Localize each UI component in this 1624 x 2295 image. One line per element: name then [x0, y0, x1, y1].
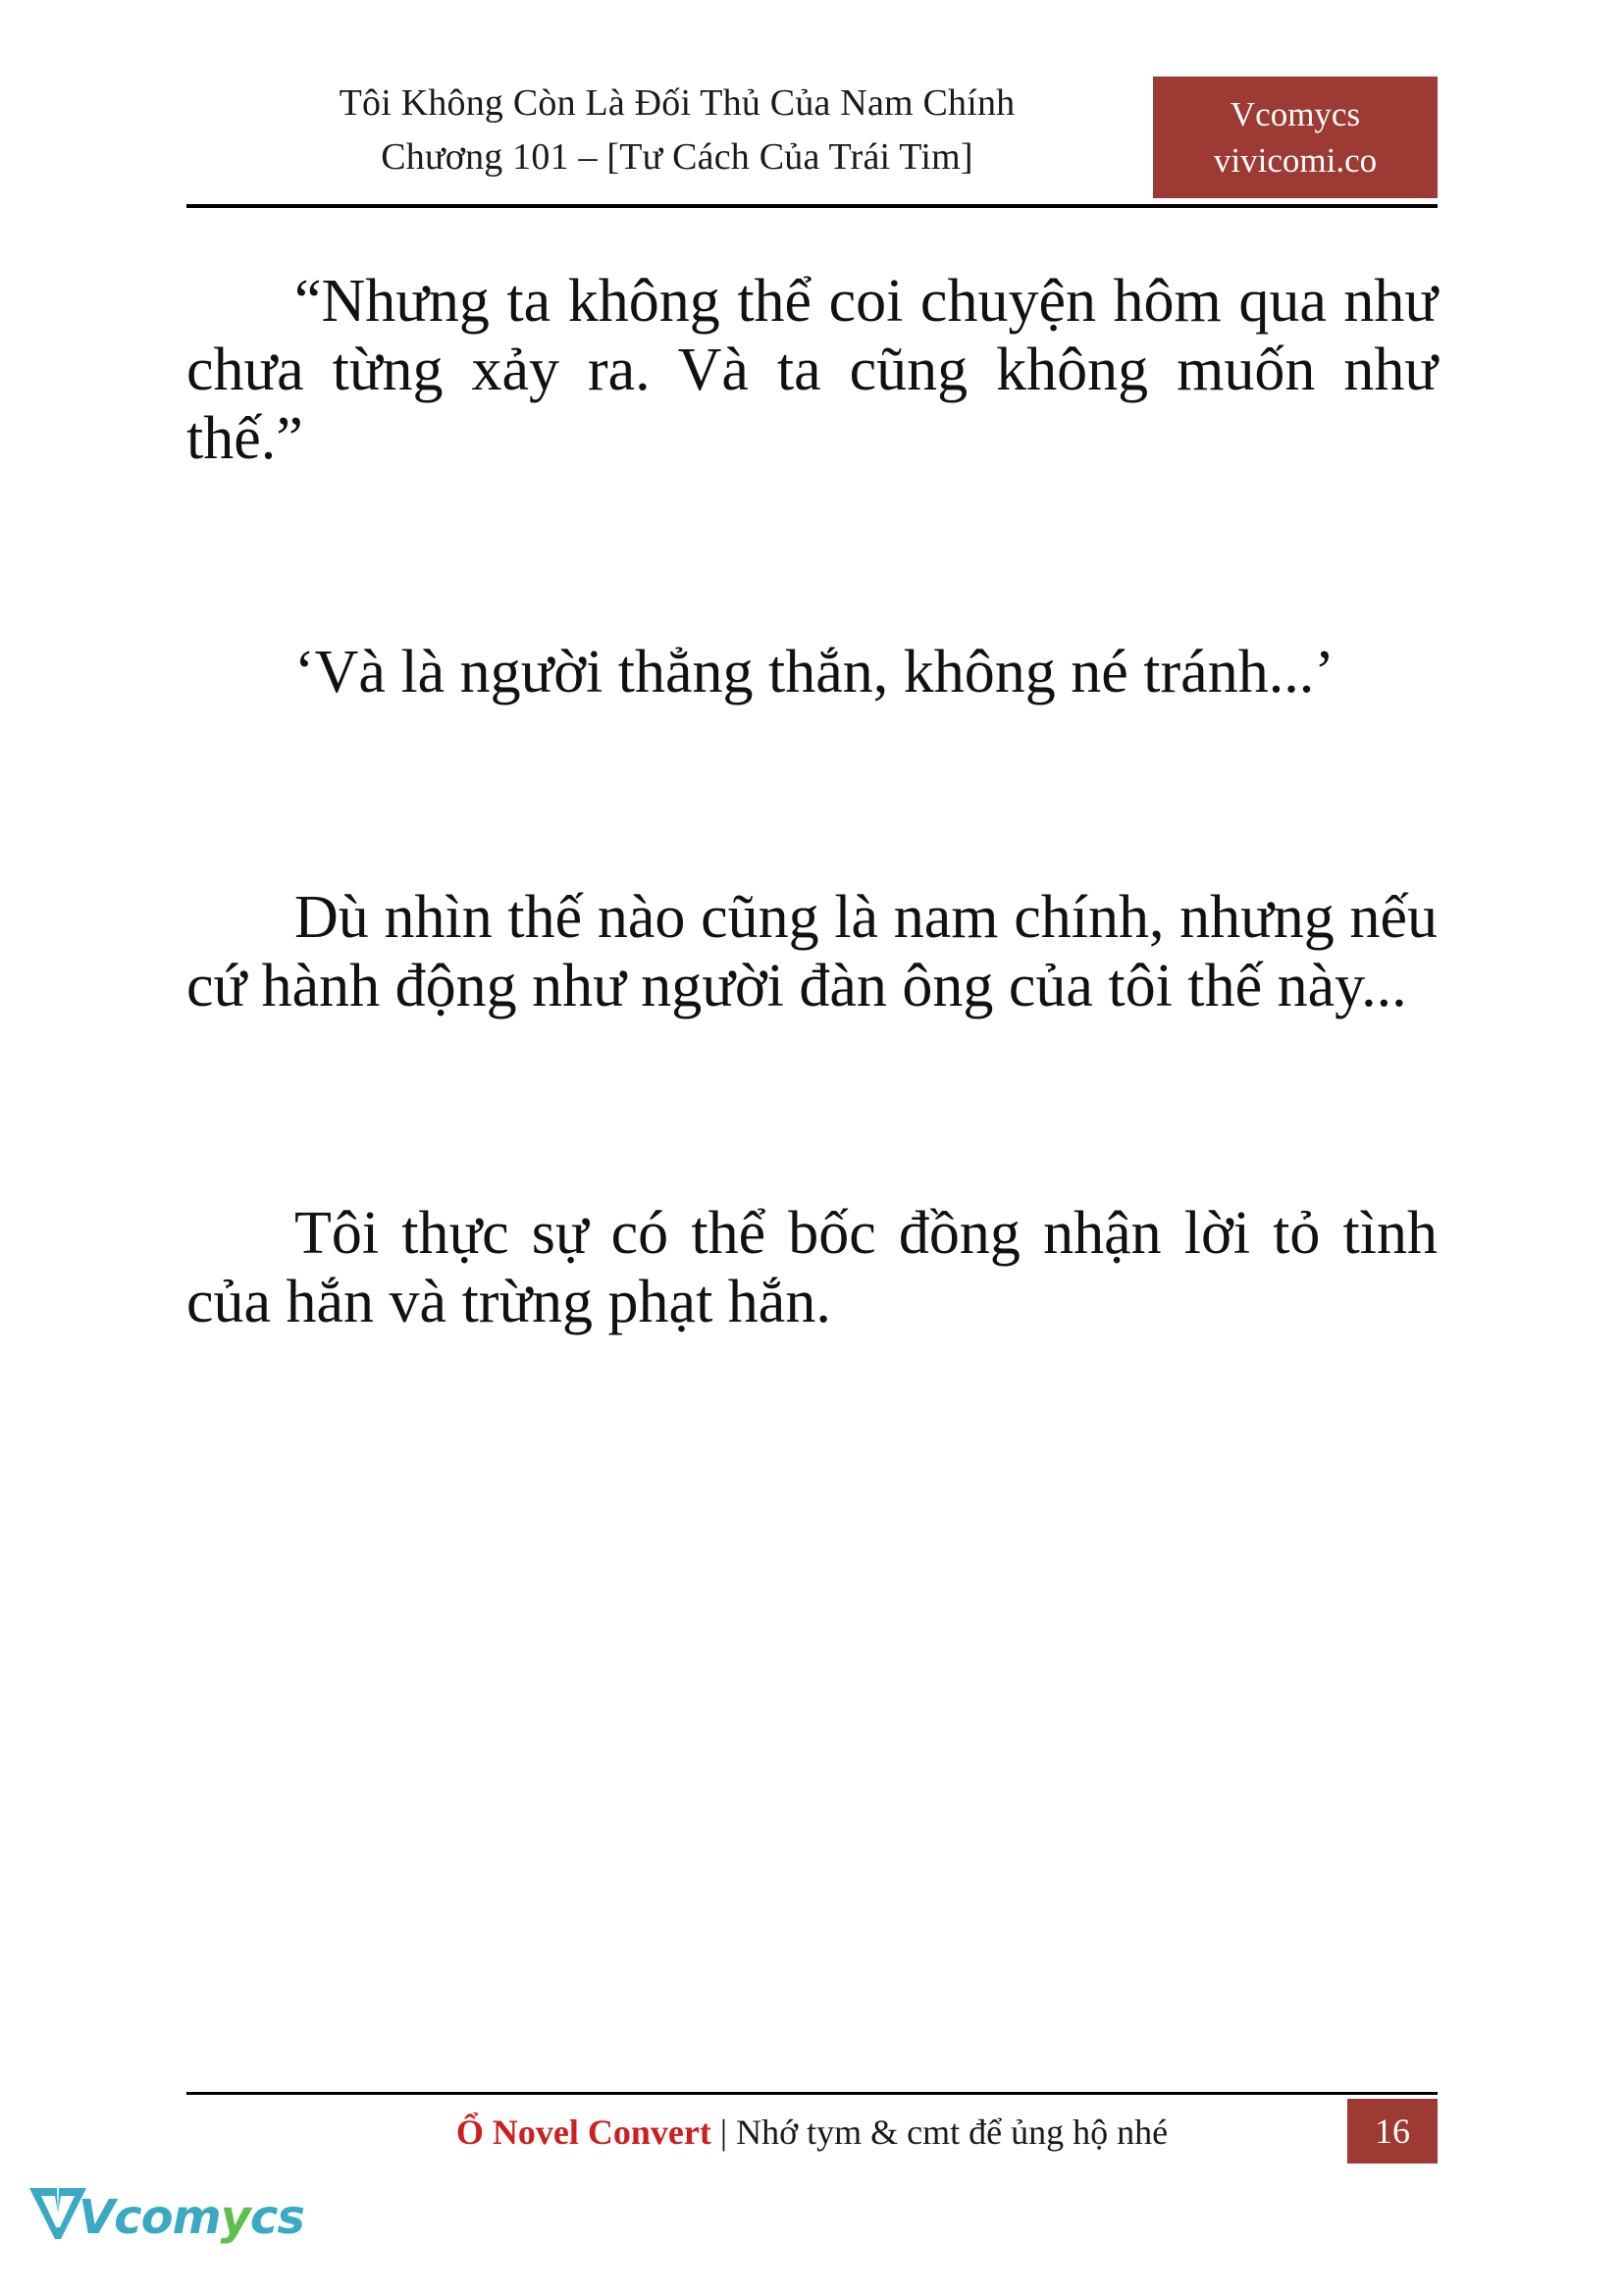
footer-note: Nhớ tym & cmt để ủng hộ nhé — [736, 2112, 1169, 2152]
header-divider — [186, 204, 1438, 208]
brand-name: Vcomycs — [1230, 94, 1361, 133]
watermark-text-accent: y — [220, 2190, 250, 2245]
footer-brand: Ổ Novel Convert — [455, 2112, 711, 2152]
paragraph: Tôi thực sự có thể bốc đồng nhận lời tỏ tình của hắn và trừng phạt hắn. — [186, 1200, 1438, 1336]
watermark-text-main: Vcom — [79, 2190, 221, 2245]
brand-badge — [1153, 77, 1438, 198]
brand-url: vivicomi.co — [1213, 141, 1378, 180]
paragraph-spacer — [186, 473, 1438, 638]
page-footer — [186, 2092, 1438, 2170]
paragraph: Dù nhìn thế nào cũng là nam chính, nhưng nếu cứ hành động như người đàn ông của tôi thế này... — [186, 884, 1438, 1020]
paragraph-spacer — [186, 706, 1438, 883]
page-header — [186, 77, 1438, 206]
watermark-text-tail: cs — [249, 2190, 304, 2245]
page-number-badge — [1347, 2099, 1438, 2164]
page-content — [186, 267, 1438, 1336]
footer-separator: | — [710, 2112, 737, 2152]
paragraph-spacer — [186, 1020, 1438, 1199]
page-number: 16 — [1375, 2112, 1410, 2151]
watermark-logo — [27, 2176, 304, 2267]
paragraph: ‘Và là người thẳng thắn, không né tránh...’ — [294, 639, 1335, 706]
paragraph: “Nhưng ta không thể coi chuyện hôm qua như chưa từng xảy ra. Và ta cũng không muốn như thế.” — [186, 268, 1438, 473]
header-title — [186, 77, 1168, 184]
footer-divider — [186, 2092, 1438, 2095]
header-title-line-2: Chương 101 – [Tư Cách Của Trái Tim] — [381, 136, 973, 179]
footer-credit — [186, 2110, 1438, 2156]
watermark-text — [79, 2190, 304, 2245]
header-title-line-1: Tôi Không Còn Là Đối Thủ Của Nam Chính — [339, 82, 1016, 124]
